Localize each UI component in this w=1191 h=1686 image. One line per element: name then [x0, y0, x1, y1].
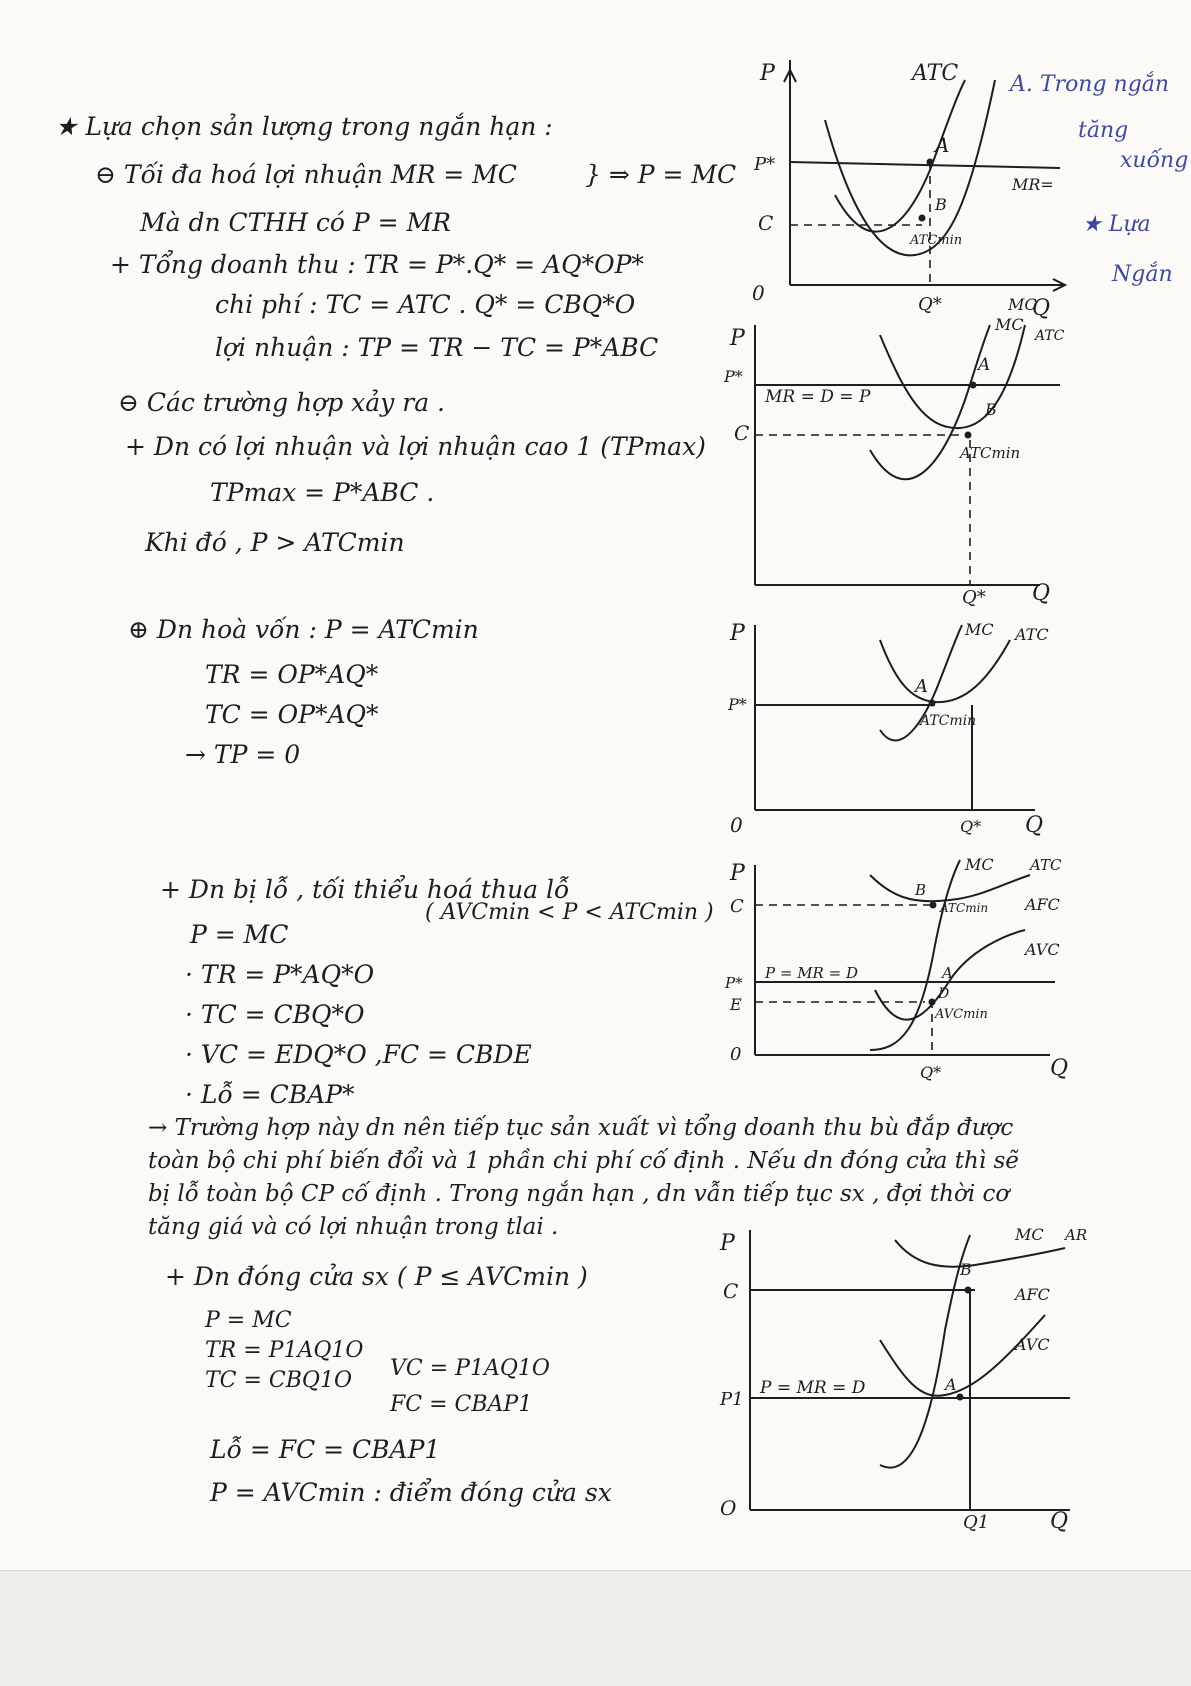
avcmin-label: AVCmin [935, 1007, 988, 1022]
page-bottom-margin [0, 1570, 1191, 1686]
ar-label: AR [1065, 1226, 1088, 1244]
margin-note: ★ Lựa [1082, 212, 1151, 237]
point-a: A [935, 133, 950, 157]
graph-shutdown [715, 1210, 1088, 1540]
margin-note: xuống [1120, 148, 1189, 173]
ar-curve [895, 1240, 1065, 1267]
note-line: Khi đó , P > ATCmin [145, 528, 405, 557]
qstar-label: Q* [960, 817, 982, 836]
note-line: + Dn đóng cửa sx ( P ≤ AVCmin ) [165, 1262, 588, 1291]
c-label: C [730, 896, 744, 917]
note-line: · VC = EDQ*O ,FC = CBDE [185, 1040, 532, 1069]
note-line: + Dn có lợi nhuận và lợi nhuận cao 1 (TPmax) [125, 432, 706, 461]
note-line: + Dn bị lỗ , tối thiểu hoá thua lỗ [160, 875, 570, 904]
note-line: TR = OP*AQ* [205, 660, 379, 689]
note-line: chi phí : TC = ATC . Q* = CBQ*O [215, 290, 636, 319]
avc-label: AVC [1015, 1335, 1050, 1354]
mc-curve [880, 1235, 970, 1468]
p-label: P [730, 861, 745, 886]
note-line: · TR = P*AQ*O [185, 960, 375, 989]
afc-label: AFC [1025, 895, 1060, 914]
note-line: TC = OP*AQ* [205, 700, 379, 729]
note-line: TR = P1AQ1O [205, 1338, 364, 1363]
note-line: TC = CBQ1O [205, 1368, 352, 1393]
mc-label: MC [1008, 295, 1037, 314]
atc-label: ATC [1015, 625, 1049, 644]
mc-label: MC [995, 315, 1024, 334]
note-line: ⊕ Dn hoà vốn : P = ATCmin [128, 615, 479, 644]
p-label: P [720, 1231, 735, 1256]
note-line: P = MC [190, 920, 289, 949]
graph-break-even [720, 610, 1065, 840]
origin-label: 0 [730, 1044, 742, 1065]
point-b: B [935, 195, 947, 214]
point-a: A [942, 964, 953, 982]
atcmin-label: ATCmin [920, 713, 977, 729]
graph-loss-min [720, 850, 1069, 1090]
note-line: + Tổng doanh thu : TR = P*.Q* = AQ*OP* [110, 250, 644, 279]
mr-label: P = MR = D [765, 964, 858, 982]
point-b: B [960, 1260, 972, 1279]
point-a: A [915, 676, 928, 697]
graph-profit-max [740, 60, 1070, 320]
note-line: FC = CBAP1 [390, 1392, 533, 1417]
conclusion-paragraph: → Trường hợp này dn nên tiếp tục sản xuất vì tổng doanh thu bù đắp được toàn bộ chi phí biến đổi và 1 phần chi phí cố định . Nếu dn đóng cửa thì sẽ bị lỗ toàn bộ CP cố định . Trong ngắn hạn , dn vẫn tiếp tục sx , đợi thời cơ tăng giá và có lợi nhuận trong tlai . [148, 1115, 1019, 1240]
q-label: Q [1025, 813, 1044, 838]
avc-label: AVC [1025, 940, 1060, 959]
graph-profit-case [720, 310, 1065, 608]
note-line: Lỗ = FC = CBAP1 [210, 1435, 441, 1464]
origin-label: O [720, 1496, 737, 1520]
mr-label: P = MR = D [760, 1378, 866, 1398]
atcmin-label: ATCmin [910, 233, 963, 248]
qstar-label: Q* [918, 294, 942, 315]
pstar-label: P* [754, 154, 776, 175]
origin-label: 0 [752, 281, 765, 305]
p-label: P [730, 326, 745, 351]
point-d: D [938, 986, 950, 1002]
note-line: Mà dn CTHH có P = MR [140, 208, 451, 237]
qstar-label: Q* [920, 1063, 942, 1082]
p1-label: P1 [720, 1389, 744, 1410]
q1-label: Q1 [963, 1512, 990, 1533]
mr-d-p-label: MR = D = P [765, 387, 871, 407]
point-b: B [985, 400, 997, 419]
c-label: C [758, 211, 774, 235]
note-line: ⊖ Các trường hợp xảy ra . [118, 388, 446, 417]
atc-label: ATC [1030, 856, 1062, 874]
note-line: TPmax = P*ABC . [210, 478, 435, 507]
note-line: lợi nhuận : TP = TR − TC = P*ABC [215, 333, 659, 362]
atc-curve [880, 640, 1010, 702]
q-label: Q [1050, 1509, 1069, 1534]
c-label: C [723, 1279, 739, 1303]
point-a: A [945, 1375, 957, 1394]
pstar-label: P* [724, 367, 743, 386]
mc-label: MC [1015, 1225, 1044, 1244]
pstar-label: P* [728, 695, 747, 714]
e-label: E [730, 995, 742, 1014]
mr-line [790, 162, 1060, 168]
atc-curve [880, 325, 1025, 428]
note-line: P = AVCmin : điểm đóng cửa sx [210, 1478, 612, 1507]
point-b: B [915, 881, 927, 899]
afc-label: AFC [1015, 1285, 1050, 1304]
note-line: } ⇒ P = MC [585, 160, 737, 189]
note-line: ( AVCmin < P < ATCmin ) [425, 900, 714, 925]
p-label: P [730, 621, 745, 646]
q-label: Q [1032, 581, 1051, 606]
q-label: Q [1050, 1056, 1069, 1081]
q-label: Q [1032, 296, 1051, 321]
margin-note: A. Trong ngắn [1010, 72, 1170, 97]
note-line: → TP = 0 [185, 740, 301, 769]
atcmin-label: ATCmin [960, 444, 1021, 462]
mc-label: MC [965, 620, 994, 639]
atcmin-label: ATCmin [940, 901, 989, 915]
heading-short-run-output: ★ Lựa chọn sản lượng trong ngắn hạn : [55, 112, 553, 141]
note-line: · Lỗ = CBAP* [185, 1080, 355, 1109]
margin-note: Ngắn [1112, 262, 1173, 287]
pstar-label: P* [725, 974, 743, 992]
mc-label: MC [965, 855, 994, 874]
point-a: A [978, 355, 991, 375]
atc-label: ATC [912, 61, 959, 86]
note-line: P = MC [205, 1308, 292, 1333]
qstar-label: Q* [962, 587, 986, 608]
mr-label: MR= [1012, 175, 1054, 194]
note-line: ⊖ Tối đa hoá lợi nhuận MR = MC [95, 160, 517, 189]
note-line: VC = P1AQ1O [390, 1356, 550, 1381]
c-label: C [734, 421, 750, 445]
origin-label: 0 [730, 813, 743, 837]
p-label: P [760, 61, 775, 86]
atc-label: ATC [1035, 328, 1065, 344]
note-line: · TC = CBQ*O [185, 1000, 365, 1029]
margin-note: tăng [1078, 118, 1129, 143]
atc-curve [825, 80, 995, 255]
avc-curve [880, 1315, 1045, 1396]
